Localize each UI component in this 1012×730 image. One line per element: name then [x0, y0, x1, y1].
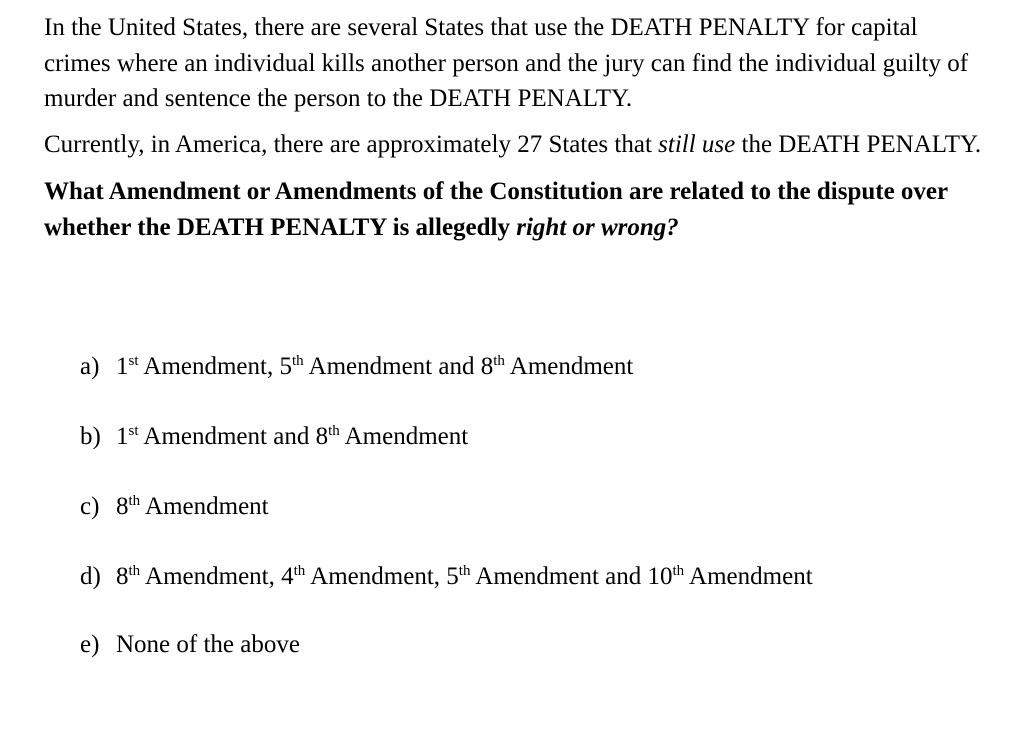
- option-e[interactable]: [80, 630, 300, 660]
- option-c[interactable]: [80, 492, 269, 522]
- option-d[interactable]: [80, 562, 813, 592]
- option-text: 1st Amendment, 5th Amendment and 8th Amendment: [116, 353, 634, 380]
- intro-paragraph-2-emphasis: still use: [658, 130, 736, 158]
- question-text-start: What Amendment or Amendments of the Constitution are related to the dispute over whether the DEATH PENALTY is allegedly: [44, 178, 948, 241]
- option-text: 8th Amendment: [116, 493, 269, 520]
- option-b[interactable]: [80, 422, 468, 452]
- option-letter: b): [80, 423, 101, 450]
- intro-paragraph-2: [44, 127, 984, 163]
- document-body: [44, 10, 984, 245]
- intro-paragraph-2-end: the DEATH PENALTY.: [735, 130, 982, 158]
- intro-paragraph-2-start: Currently, in America, there are approximately 27 States that: [44, 130, 659, 158]
- option-letter: e): [80, 631, 100, 658]
- question-text: [44, 174, 984, 245]
- option-letter: d): [80, 563, 101, 590]
- option-text: 8th Amendment, 4th Amendment, 5th Amendment and 10th Amendment: [116, 563, 813, 590]
- option-letter: a): [80, 353, 100, 380]
- intro-paragraph-1: In the United States, there are several States that use the DEATH PENALTY for capital crimes where an individual kills another person and the jury can find the individual guilty of murder and sentence the person to the DEATH PENALTY.: [44, 14, 969, 112]
- question-text-emphasis: right or wrong?: [516, 213, 679, 241]
- option-letter: c): [80, 493, 100, 520]
- option-text: None of the above: [116, 631, 300, 658]
- option-a[interactable]: [80, 352, 633, 382]
- option-text: 1st Amendment and 8th Amendment: [116, 423, 469, 450]
